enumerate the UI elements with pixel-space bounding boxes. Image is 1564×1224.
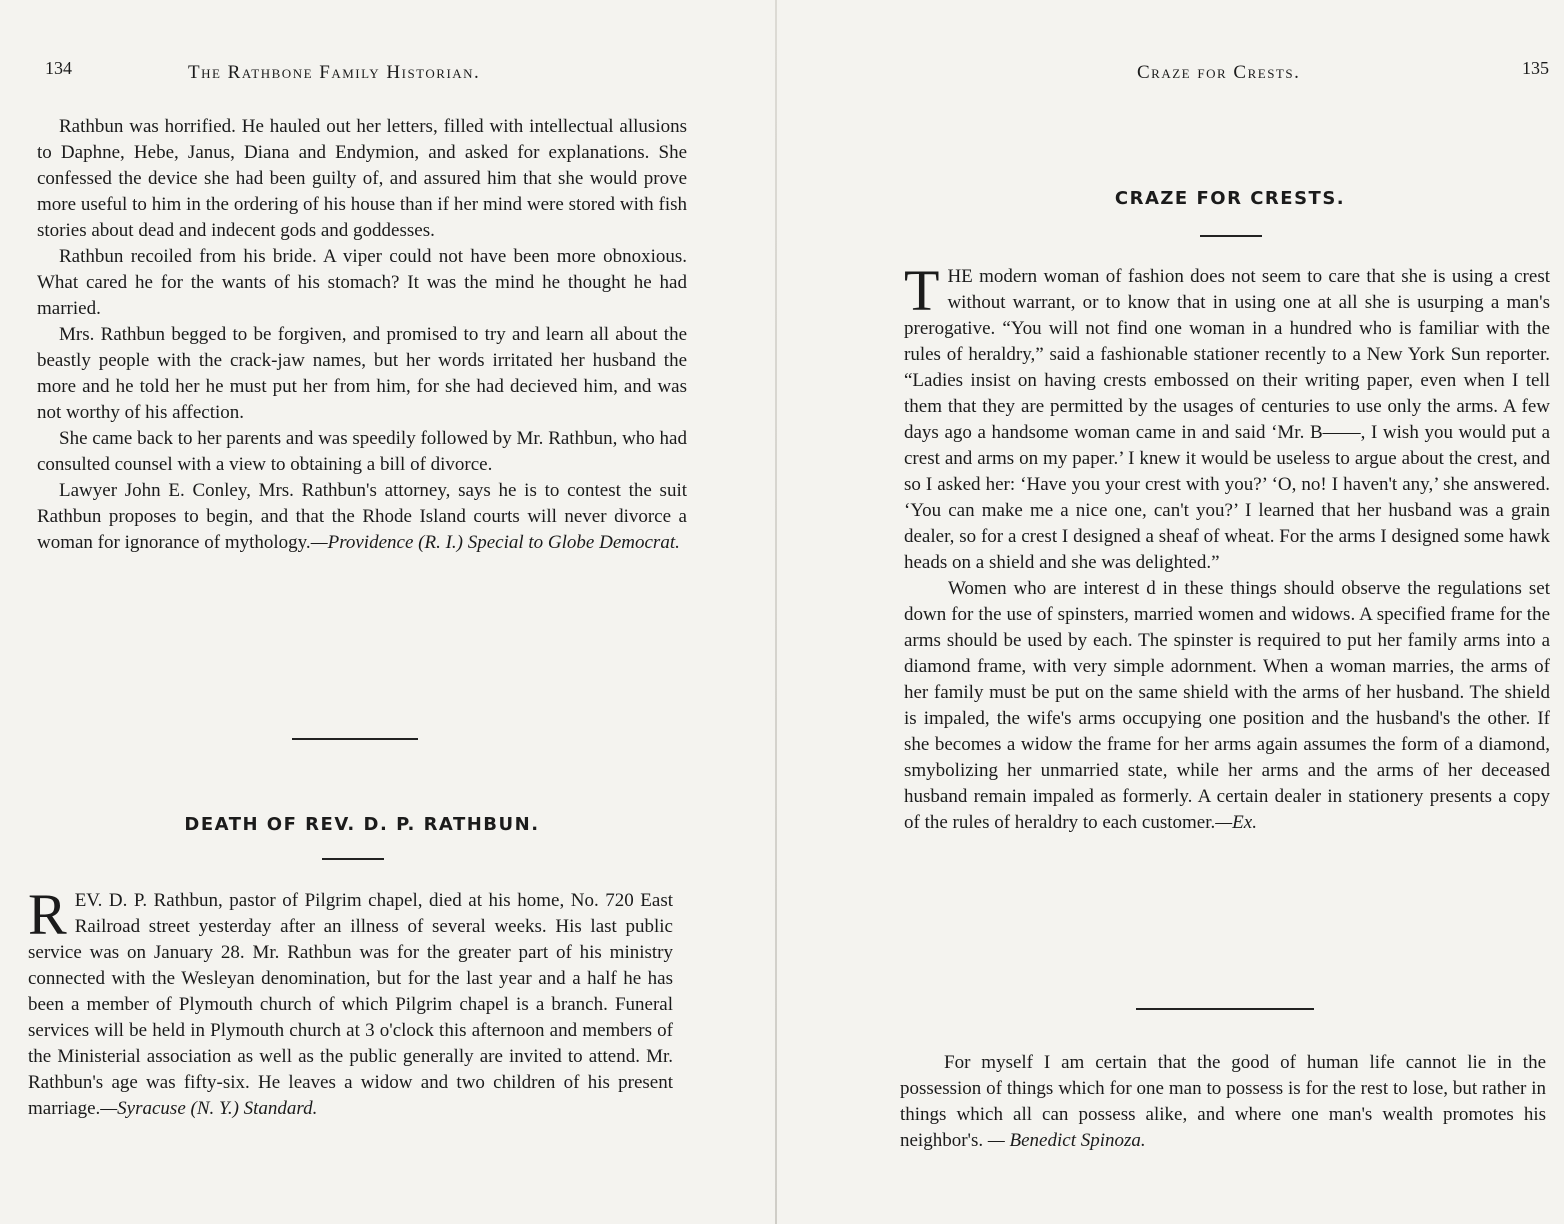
article-death-rathbun <box>28 882 673 1122</box>
paragraph: She came back to her parents and was speedily followed by Mr. Rathbun, who had consulted counsel with a view to obtaining a bill of divorce. <box>37 428 687 475</box>
running-head: Craze for Crests. <box>1137 62 1301 83</box>
article-craze-for-crests <box>904 258 1550 836</box>
article-source: —Ex. <box>1215 812 1257 833</box>
paragraph-text: Women who are interest d in these things should observe the regulations set down for the use of spinsters, married women and widows. A specified frame for the arms should be used by each. The spinster is required to put her family arms into a diamond frame, with very simple adornment. When a woman marries, the arms of her family must be put on the same shield with the arms of her husband. The shield is impaled, the wife's arms occupying one position and the husband's the other. If she becomes a widow the frame for her arms again assumes the form of a diamond, smybolizing her unmarried state, while her arms and the arms of her deceased husband remain impaled as formerly. A certain dealer in stationery presents a copy of the rules of heraldry to each customer. <box>904 578 1550 833</box>
page-number: 134 <box>45 58 72 78</box>
article-title: CRAZE FOR CRESTS. <box>1114 188 1346 209</box>
article-source: —Providence (R. I.) Special to Globe Democrat. <box>310 532 680 553</box>
paragraph-text: Lawyer John E. Conley, Mrs. Rathbun's attorney, says he is to contest the suit Rathbun proposes to begin, and that the Rhode Island courts will never divorce a woman for ignorance of mythology. <box>37 480 687 553</box>
page-gutter <box>775 0 777 1224</box>
article-title: DEATH OF REV. D. P. RATHBUN. <box>184 814 540 835</box>
spinoza-quote <box>900 1050 1546 1154</box>
section-divider <box>1136 1008 1314 1010</box>
paragraph: Rathbun was horrified. He hauled out her letters, filled with intellectual allusions to Daphne, Hebe, Janus, Diana and Endymion, and asked for explanations. She confessed the device she had been guilty of, and assured him that she would prove more useful to him in the ordering of his house than if her mind were stored with fish stories about dead and indecent gods and goddesses. <box>37 116 687 241</box>
title-rule <box>1200 235 1262 237</box>
left-page <box>0 0 760 1224</box>
section-divider <box>292 738 418 740</box>
page-number: 135 <box>1522 58 1549 78</box>
article-rathbun-divorce <box>37 114 687 556</box>
article-body: EV. D. P. Rathbun, pastor of Pilgrim chapel, died at his home, No. 720 East Railroad street yesterday after an illness of several weeks. His last public service was on January 28. Mr. Rathbun was for the greater part of his ministry connected with the Wesleyan denomination, but for the last year and a half he has been a member of Plymouth church of which Pilgrim chapel is a branch. Funeral services will be held in Plymouth church at 3 o'clock this afternoon and members of the Ministerial association as well as the public generally are invited to attend. Mr. Rathbun's age was fifty-six. He leaves a widow and two children of his present marriage. <box>28 890 673 1119</box>
paragraph: Mrs. Rathbun begged to be forgiven, and promised to try and learn all about the beastly people with the crack-jaw names, but her words irritated her husband the more and he told her he must put her from him, for she had decieved him, and was not worthy of his affection. <box>37 324 687 423</box>
quote-source: — Benedict Spinoza. <box>987 1130 1146 1151</box>
title-rule <box>322 858 384 860</box>
quote-text: For myself I am certain that the good of human life cannot lie in the possession of things which for one man to possess is for the rest to lose, but rather in things which all can possess alike, and where one man's wealth promotes his neighbor's. <box>900 1052 1546 1151</box>
running-head: The Rathbone Family Historian. <box>188 62 481 83</box>
drop-cap: T <box>904 258 940 323</box>
paragraph-text: HE modern woman of fashion does not seem to care that she is using a crest without warrant, or to know that in using one at all she is usurping a man's prerogative. “You will not find one woman in a hundred who is familiar with the rules of heraldry,” said a fashionable stationer recently to a New York Sun reporter. “Ladies insist on having crests embossed on their writing paper, even when I tell them that they are permitted by the usages of centuries to use only the arms. A few days ago a handsome woman came in and said ‘Mr. B——, I wish you would put a crest and arms on my paper.’ I knew it would be useless to argue about the crest, and so I asked her: ‘Have you your crest with you?’ ‘O, no! I haven't any,’ she answered. ‘You can make me a nice one, can't you?’ I learned that her husband was a grain dealer, so for a crest I designed a sheaf of wheat. For the arms I designed some hawk heads on a shield and she was delighted.” <box>904 266 1550 573</box>
article-source: —Syracuse (N. Y.) Standard. <box>100 1098 318 1119</box>
drop-cap: R <box>28 882 67 947</box>
right-page <box>800 0 1564 1224</box>
paragraph <box>37 478 687 556</box>
paragraph: Rathbun recoiled from his bride. A viper could not have been more obnoxious. What cared he for the wants of his stomach? It was the mind he thought he had married. <box>37 246 687 319</box>
